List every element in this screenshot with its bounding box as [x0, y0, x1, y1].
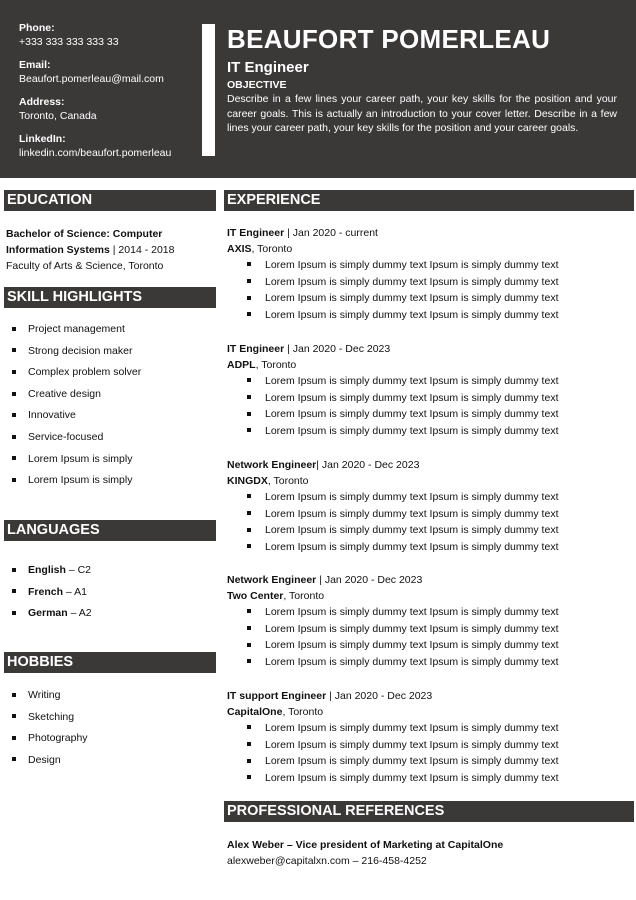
job-bullet: Lorem Ipsum is simply dummy text Ipsum is simply dummy text: [227, 539, 627, 556]
job-role: Network Engineer: [227, 574, 317, 586]
languages-list: [6, 560, 92, 625]
experience-heading: EXPERIENCE: [224, 190, 634, 211]
experience-entry: [227, 688, 627, 787]
job-location: , Toronto: [251, 243, 293, 255]
job-company-line: [227, 473, 627, 489]
job-bullets: [227, 373, 627, 440]
job-period: | Jan 2020 - Dec 2023: [326, 690, 433, 702]
experience-entry: [227, 457, 627, 556]
job-bullet: Lorem Ipsum is simply dummy text Ipsum is simply dummy text: [227, 753, 627, 770]
contact-address: [19, 95, 199, 123]
language-name: German: [28, 607, 68, 619]
job-bullet: Lorem Ipsum is simply dummy text Ipsum is simply dummy text: [227, 257, 627, 274]
hobby-item: Sketching: [6, 707, 88, 729]
hobby-item: Photography: [6, 728, 88, 750]
contact-linkedin-label: LinkedIn:: [19, 133, 66, 145]
contact-phone-label: Phone:: [19, 22, 55, 34]
job-bullet: Lorem Ipsum is simply dummy text Ipsum is simply dummy text: [227, 290, 627, 307]
experience-entry: [227, 341, 627, 440]
skills-list: [6, 319, 141, 492]
experience-entry: [227, 572, 627, 671]
candidate-name: BEAUFORT POMERLEAU: [227, 24, 551, 54]
job-bullet: Lorem Ipsum is simply dummy text Ipsum is simply dummy text: [227, 604, 627, 621]
references-heading: PROFESSIONAL REFERENCES: [224, 801, 634, 822]
header-divider: [202, 24, 215, 156]
language-name: English: [28, 564, 66, 576]
reference-contact: alexweber@capitalxn.com – 216-458-4252: [227, 855, 427, 867]
skill-item: Lorem Ipsum is simply: [6, 449, 141, 471]
contact-linkedin: [19, 132, 199, 160]
job-period: | Jan 2020 - Dec 2023: [316, 459, 420, 471]
job-bullet: Lorem Ipsum is simply dummy text Ipsum is simply dummy text: [227, 654, 627, 671]
education-school: Faculty of Arts & Science, Toronto: [6, 260, 164, 272]
job-bullets: [227, 604, 627, 671]
job-company: ADPL: [227, 359, 256, 371]
skill-item: Strong decision maker: [6, 341, 141, 363]
job-location: , Toronto: [267, 475, 309, 487]
job-bullet: Lorem Ipsum is simply dummy text Ipsum is simply dummy text: [227, 489, 627, 506]
job-bullet: Lorem Ipsum is simply dummy text Ipsum is simply dummy text: [227, 737, 627, 754]
job-header: [227, 341, 627, 357]
job-period: | Jan 2020 - current: [284, 227, 378, 239]
education-degree: Bachelor of Science: Computer Information Systems: [6, 228, 163, 256]
job-bullets: [227, 720, 627, 787]
language-name: French: [28, 585, 64, 598]
contact-email-label: Email:: [19, 59, 51, 71]
skill-item: Creative design: [6, 384, 141, 406]
job-header: [227, 457, 627, 473]
job-company: CapitalOne: [227, 706, 283, 718]
job-location: , Toronto: [283, 590, 325, 602]
job-location: , Toronto: [255, 359, 297, 371]
objective-label: OBJECTIVE: [227, 79, 287, 91]
skill-item: Lorem Ipsum is simply: [6, 470, 141, 492]
job-bullet: Lorem Ipsum is simply dummy text Ipsum is simply dummy text: [227, 390, 627, 407]
hobby-item: Writing: [6, 685, 88, 707]
job-role: IT support Engineer: [227, 690, 327, 702]
job-bullets: [227, 489, 627, 556]
contact-linkedin-value: linkedin.com/beaufort.pomerleau: [19, 147, 172, 159]
job-header: [227, 225, 627, 241]
languages-heading: LANGUAGES: [4, 520, 216, 541]
job-bullet: Lorem Ipsum is simply dummy text Ipsum is simply dummy text: [227, 274, 627, 291]
job-bullet: Lorem Ipsum is simply dummy text Ipsum is simply dummy text: [227, 307, 627, 324]
job-role: Network Engineer: [227, 459, 317, 471]
job-bullet: Lorem Ipsum is simply dummy text Ipsum is simply dummy text: [227, 423, 627, 440]
contact-address-label: Address:: [19, 96, 65, 108]
job-bullets: [227, 257, 627, 324]
skill-item: Innovative: [6, 405, 141, 427]
contact-phone: [19, 21, 199, 49]
job-location: , Toronto: [282, 706, 324, 718]
objective-text: Describe in a few lines your career path, your key skills for the position and your career goals. This is actually an introduction to your cover letter. Describe in a few lines your career path, your key skills for the position and your career goals.: [227, 93, 617, 134]
reference-entry: [227, 837, 503, 869]
job-bullet: Lorem Ipsum is simply dummy text Ipsum is simply dummy text: [227, 506, 627, 523]
language-item: [6, 603, 92, 625]
hobbies-list: [6, 685, 88, 771]
job-header: [227, 688, 627, 704]
job-company: KINGDX: [227, 475, 268, 487]
skill-item: Complex problem solver: [6, 362, 141, 384]
reference-name: Alex Weber – Vice president of Marketing at CapitalOne: [227, 839, 504, 851]
contact-info: [19, 21, 199, 169]
job-company: AXIS: [227, 243, 252, 255]
job-header: [227, 572, 627, 588]
hobbies-heading: HOBBIES: [4, 652, 216, 673]
job-role: IT Engineer: [227, 227, 285, 239]
language-level: – A1: [63, 585, 87, 598]
education-entry: [6, 226, 211, 274]
resume-header: [0, 0, 636, 178]
candidate-title: IT Engineer: [227, 59, 309, 76]
contact-email-value: Beaufort.pomerleau@mail.com: [19, 73, 164, 85]
education-years: | 2014 - 2018: [109, 244, 175, 256]
job-period: | Jan 2020 - Dec 2023: [316, 574, 423, 586]
job-bullet: Lorem Ipsum is simply dummy text Ipsum is simply dummy text: [227, 373, 627, 390]
job-bullet: Lorem Ipsum is simply dummy text Ipsum is simply dummy text: [227, 720, 627, 737]
job-bullet: Lorem Ipsum is simply dummy text Ipsum is simply dummy text: [227, 770, 627, 787]
job-company-line: [227, 241, 627, 257]
contact-address-value: Toronto, Canada: [19, 110, 97, 122]
job-bullet: Lorem Ipsum is simply dummy text Ipsum is simply dummy text: [227, 621, 627, 638]
contact-email: [19, 58, 199, 86]
job-bullet: Lorem Ipsum is simply dummy text Ipsum is simply dummy text: [227, 522, 627, 539]
language-item: [6, 560, 92, 582]
contact-phone-value: +333 333 333 333 33: [19, 36, 119, 48]
language-level: – C2: [65, 564, 92, 576]
job-company: Two Center: [227, 590, 284, 602]
job-role: IT Engineer: [227, 343, 285, 355]
job-company-line: [227, 357, 627, 373]
language-item: [6, 582, 92, 604]
skill-item: Service-focused: [6, 427, 141, 449]
job-company-line: [227, 704, 627, 720]
job-bullet: Lorem Ipsum is simply dummy text Ipsum is simply dummy text: [227, 637, 627, 654]
language-level: – A2: [67, 607, 92, 619]
job-bullet: Lorem Ipsum is simply dummy text Ipsum is simply dummy text: [227, 406, 627, 423]
skills-heading: SKILL HIGHLIGHTS: [4, 287, 216, 308]
skill-item: Project management: [6, 319, 141, 341]
education-heading: EDUCATION: [4, 190, 216, 211]
job-company-line: [227, 588, 627, 604]
experience-entry: [227, 225, 627, 324]
job-period: | Jan 2020 - Dec 2023: [284, 343, 391, 355]
hobby-item: Design: [6, 750, 88, 772]
